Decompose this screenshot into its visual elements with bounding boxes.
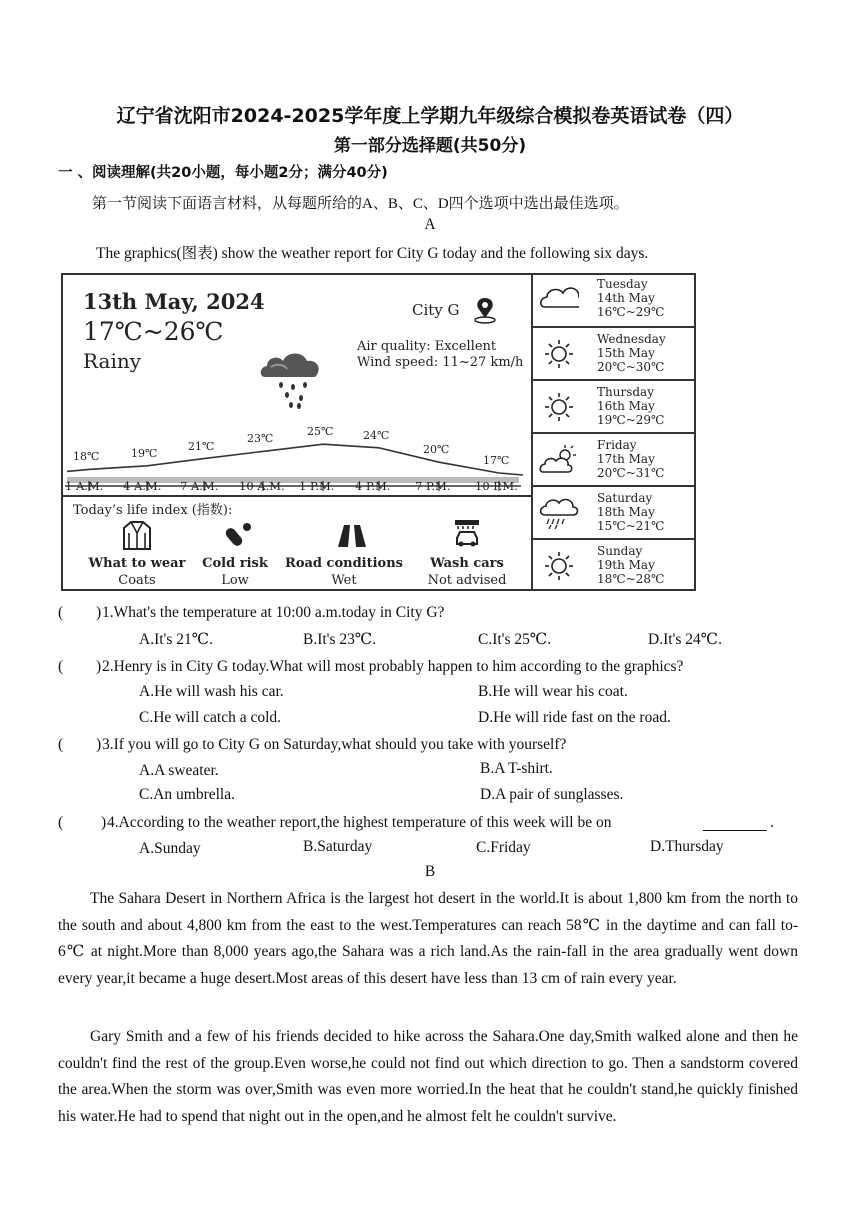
temp-label: 18℃ bbox=[73, 450, 100, 464]
forecast-range: 20℃~30℃ bbox=[597, 360, 665, 374]
rain-cloud-icon bbox=[539, 497, 579, 529]
question-paren-close: ) bbox=[101, 814, 107, 831]
coat-icon bbox=[121, 519, 153, 551]
forecast-date: 15th May bbox=[597, 346, 655, 360]
time-label: 1 A.M. bbox=[65, 479, 104, 493]
forecast-day: Tuesday bbox=[597, 277, 648, 291]
option-d[interactable]: D.He will ride fast on the road. bbox=[478, 709, 671, 726]
road-icon bbox=[336, 523, 368, 549]
temp-label: 17℃ bbox=[483, 454, 510, 467]
passage-a-letter: A bbox=[424, 216, 436, 233]
today-date: 13th May, 2024 bbox=[83, 289, 265, 314]
city-name: City G bbox=[412, 301, 460, 319]
forecast-day-sunday bbox=[531, 538, 696, 591]
air-quality: Air quality: Excellent bbox=[357, 339, 497, 354]
forecast-date: 19th May bbox=[597, 558, 655, 572]
life-index-label: Wash cars bbox=[430, 556, 504, 571]
temp-label: 24℃ bbox=[363, 428, 390, 442]
option-d[interactable]: D.Thursday bbox=[650, 838, 724, 855]
question-paren-open: ( bbox=[58, 604, 64, 621]
life-index-value: Low bbox=[221, 573, 249, 588]
cloud-icon bbox=[539, 283, 579, 315]
life-index-value: Wet bbox=[331, 573, 357, 588]
time-label: 7 P.M. bbox=[415, 479, 451, 493]
passage-b-para-1 bbox=[58, 886, 798, 992]
option-a[interactable]: A.He will wash his car. bbox=[139, 683, 284, 700]
forecast-date: 17th May bbox=[597, 452, 655, 466]
forecast-date: 18th May bbox=[597, 505, 655, 519]
passage-b-para-2 bbox=[58, 1024, 798, 1130]
forecast-day: Sunday bbox=[597, 544, 643, 558]
time-label: 10 A.M. bbox=[239, 479, 285, 493]
forecast-range: 15℃~21℃ bbox=[597, 519, 665, 533]
life-index-label: Cold risk bbox=[202, 556, 268, 571]
answer-blank bbox=[703, 816, 767, 831]
life-index-value: Not advised bbox=[427, 573, 507, 588]
question-3-text: 3.If you will go to City G on Saturday,what should you take with yourself? bbox=[102, 736, 567, 753]
part-title: 第一部分选择题(共50分) bbox=[333, 136, 527, 156]
question-tail: . bbox=[770, 814, 774, 831]
temp-label: 25℃ bbox=[307, 425, 334, 439]
pill-icon bbox=[223, 519, 255, 551]
time-label: 4 A.M. bbox=[123, 479, 162, 493]
passage-b-para-2-text: Gary Smith and a few of his friends decided to hike across the Sahara.One day,Smith walked alone and then he couldn't find the rest of the group.Even worse,he could not find out which direction to go. Then a sandstorm covered the area.When the storm was over,Smith was even more worried.In the heat that he couldn't stand,he quickly finished his water.He had to spend that night out in the open,and he almost felt he couldn't survive. bbox=[58, 1028, 798, 1125]
passage-b-letter: B bbox=[424, 863, 436, 880]
question-paren-open: ( bbox=[58, 814, 64, 831]
wind-speed: Wind speed: 11~27 km/h bbox=[357, 355, 524, 370]
section-title: 一 、阅读理解(共20小题，每小题2分；满分40分) bbox=[58, 165, 388, 181]
forecast-day: Wednesday bbox=[597, 332, 666, 346]
option-b[interactable]: B.Saturday bbox=[303, 838, 373, 855]
rain-cloud-icon bbox=[257, 343, 327, 409]
question-paren-close: ) bbox=[96, 658, 102, 675]
forecast-day-friday bbox=[531, 432, 696, 485]
temp-label: 21℃ bbox=[188, 439, 215, 453]
forecast-day-tuesday bbox=[531, 273, 696, 326]
forecast-day: Saturday bbox=[597, 491, 653, 505]
option-b[interactable]: B.It's 23℃. bbox=[303, 631, 377, 648]
location-pin-icon bbox=[473, 295, 501, 325]
question-4-text: 4.According to the weather report,the highest temperature of this week will be on bbox=[107, 814, 612, 831]
forecast-day-thursday bbox=[531, 379, 696, 432]
passage-a-intro: The graphics(图表) show the weather report for City G today and the following six days. bbox=[96, 245, 649, 262]
option-d[interactable]: D.It's 24℃. bbox=[648, 631, 722, 648]
forecast-day-saturday bbox=[531, 485, 696, 538]
sun-icon bbox=[539, 550, 579, 582]
life-index-value: Coats bbox=[118, 573, 156, 588]
option-d[interactable]: D.A pair of sunglasses. bbox=[480, 786, 624, 803]
option-b[interactable]: B.A T-shirt. bbox=[480, 760, 553, 777]
life-index-label: Road conditions bbox=[285, 556, 403, 571]
temp-label: 19℃ bbox=[131, 446, 158, 460]
forecast-range: 19℃~29℃ bbox=[597, 413, 665, 427]
time-label: 1 P.M. bbox=[299, 479, 335, 493]
time-label: 7 A.M. bbox=[180, 479, 219, 493]
sun-icon bbox=[539, 391, 579, 423]
life-index-label: What to wear bbox=[88, 556, 186, 571]
car-wash-icon bbox=[451, 518, 483, 550]
temp-label: 23℃ bbox=[247, 432, 274, 446]
time-label: 10 P.M. bbox=[475, 479, 518, 493]
weather-graphic bbox=[61, 273, 696, 591]
option-a[interactable]: A.It's 21℃. bbox=[139, 631, 213, 648]
passage-b-para-1-text: The Sahara Desert in Northern Africa is the largest hot desert in the world.It is about 1,800 km from the north to the south and about 4,800 km from the east to the west.Temperatures can reach 58℃ in the daytime and can fall to-6℃ at night.More than 8,000 years ago,the Sahara was a rich land.As the rain-fall in the area gradually went down every year,it became a huge desert.Most areas of this desert have less than 13 cm of rain every year. bbox=[58, 890, 798, 987]
question-paren-open: ( bbox=[58, 658, 64, 675]
question-paren-close: ) bbox=[96, 604, 102, 621]
forecast-range: 20℃~31℃ bbox=[597, 466, 665, 480]
forecast-day: Friday bbox=[597, 438, 637, 452]
option-a[interactable]: A.Sunday bbox=[139, 840, 201, 857]
option-c[interactable]: C.An umbrella. bbox=[139, 786, 235, 803]
option-b[interactable]: B.He will wear his coat. bbox=[478, 683, 628, 700]
question-2-text: 2.Henry is in City G today.What will most probably happen to him according to the graphics? bbox=[102, 658, 684, 675]
today-range: 17℃~26℃ bbox=[83, 317, 224, 346]
question-paren-close: ) bbox=[96, 736, 102, 753]
forecast-date: 16th May bbox=[597, 399, 655, 413]
forecast-range: 16℃~29℃ bbox=[597, 305, 665, 319]
instruction: 第一节阅读下面语言材料，从每题所给的A、B、C、D四个选项中选出最佳选项。 bbox=[92, 196, 629, 212]
option-c[interactable]: C.He will catch a cold. bbox=[139, 709, 282, 726]
sun-icon bbox=[539, 338, 579, 370]
option-c[interactable]: C.Friday bbox=[476, 839, 531, 856]
life-index-divider bbox=[61, 495, 531, 497]
question-paren-open: ( bbox=[58, 736, 64, 753]
option-c[interactable]: C.It's 25℃. bbox=[478, 631, 552, 648]
page-title: 辽宁省沈阳市2024-2025学年度上学期九年级综合模拟卷英语试卷（四） bbox=[116, 105, 744, 127]
forecast-range: 18℃~28℃ bbox=[597, 572, 665, 586]
temp-label: 20℃ bbox=[423, 443, 450, 457]
forecast-date: 14th May bbox=[597, 291, 655, 305]
time-label: 4 P.M. bbox=[355, 479, 391, 493]
today-condition: Rainy bbox=[83, 349, 142, 373]
sun-cloud-icon bbox=[539, 444, 579, 476]
forecast-day-wednesday bbox=[531, 326, 696, 379]
question-1-text: 1.What's the temperature at 10:00 a.m.today in City G? bbox=[102, 604, 445, 621]
forecast-day: Thursday bbox=[597, 385, 654, 399]
life-index-title: Today’s life index (指数): bbox=[73, 503, 233, 518]
option-a[interactable]: A.A sweater. bbox=[139, 762, 219, 779]
